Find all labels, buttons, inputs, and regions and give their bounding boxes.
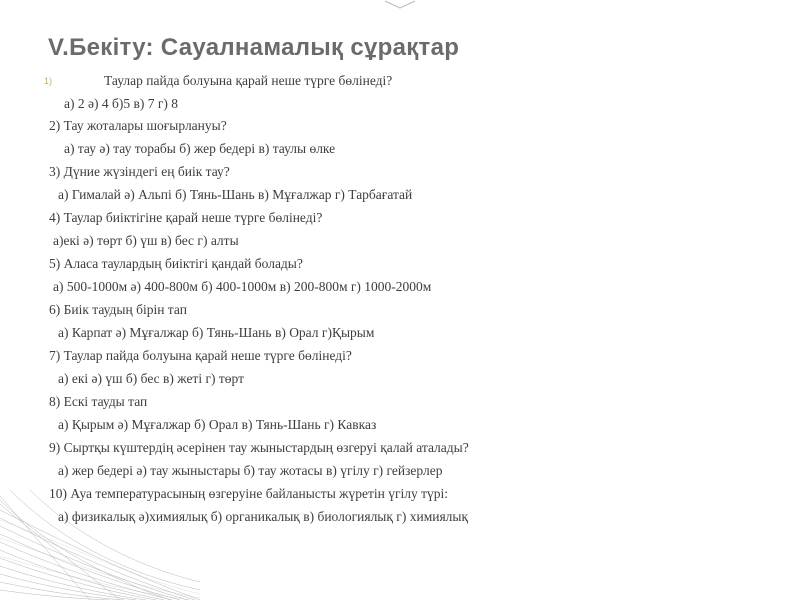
decorative-lines-graphic <box>0 490 200 600</box>
answer-5: а) 500-1000м ә) 400-800м б) 400-1000м в) 200-800м г) 1000-2000м <box>53 279 432 294</box>
question-8: 8) Ескі тауды тап <box>49 394 148 409</box>
answer-8: а) Қырым ә) Мұғалжар б) Орал в) Тянь-Шань г) Кавказ <box>58 417 377 432</box>
answer-2: а) тау ә) тау торабы б) жер бедері в) таулы өлке <box>64 141 336 156</box>
question-9: 9) Сыртқы күштердің әсерінен тау жыныстардың өзгеруі қалай аталады? <box>49 440 469 455</box>
question-3: 3) Дүние жүзіндегі ең биік тау? <box>49 164 230 179</box>
answer-4: а)екі ә) төрт б) үш в) бес г) алты <box>53 233 239 248</box>
answer-9: а) жер бедері ә) тау жыныстары б) тау жотасы в) үгілу г) гейзерлер <box>58 463 443 478</box>
answer-6: а) Карпат ә) Мұғалжар б) Тянь-Шань в) Орал г)Қырым <box>58 325 375 340</box>
question-1: Таулар пайда болуына қарай неше түрге бөлінеді? <box>104 73 393 88</box>
question-10: 10) Ауа температурасының өзгеруіне байланысты жүретін үгілу түрі: <box>49 486 449 501</box>
answer-7: а) екі ә) үш б) бес в) жеті г) төрт <box>58 371 244 386</box>
list-marker: 1) <box>44 76 53 86</box>
answer-10: а) физикалық ә)химиялық б) органикалық в) биологиялық г) химиялық <box>58 509 469 524</box>
page-title: V.Бекіту: Сауалнамалық сұрақтар <box>48 34 460 61</box>
question-2: 2) Тау жоталары шоғырлануы? <box>49 118 227 133</box>
chevron-down-icon[interactable] <box>383 0 417 10</box>
question-6: 6) Биік таудың бірін тап <box>49 302 187 317</box>
question-5: 5) Аласа таулардың биіктігі қандай болады? <box>49 256 303 271</box>
question-7: 7) Таулар пайда болуына қарай неше түрге бөлінеді? <box>49 348 352 363</box>
question-4: 4) Таулар биіктігіне қарай неше түрге бөлінеді? <box>49 210 323 225</box>
answer-1: а) 2 ә) 4 б)5 в) 7 г) 8 <box>64 96 178 111</box>
answer-3: а) Гималай ә) Альпі б) Тянь-Шань в) Мұғалжар г) Тарбағатай <box>58 187 413 202</box>
